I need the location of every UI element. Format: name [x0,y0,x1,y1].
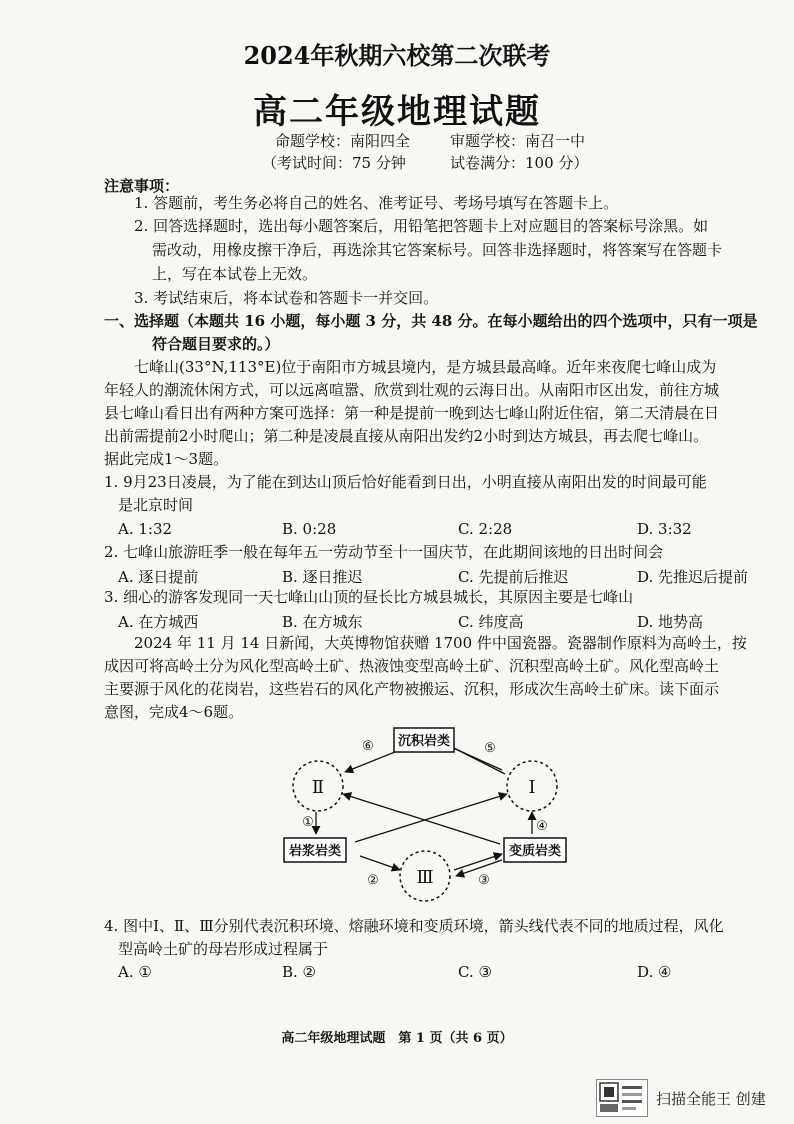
q4-option-a[interactable]: A. ① [118,963,152,981]
process-6-label: ⑥ [362,739,374,754]
process-5-label: ⑤ [484,741,496,756]
notice-item-2-line-2: 需改动，用橡皮擦干净后，再选涂其它答案标号。回答非选择题时，将答案写在答题卡 [152,241,723,259]
scanner-watermark [596,1078,766,1118]
scanner-watermark-text: 扫描全能王 创建 [656,1089,766,1108]
question-2-stem: 2. 七峰山旅游旺季一般在每年五一劳动节至十一国庆节，在此期间该地的日出时间会 [104,543,664,561]
magmatic-label: 岩浆岩类 [288,844,342,859]
q4-option-b[interactable]: B. ② [282,963,317,981]
section-1-heading-cont: 符合题目要求的。） [152,335,280,353]
q2-option-d[interactable]: D. 先推迟后提前 [637,568,749,586]
notice-heading: 注意事项： [104,177,180,195]
passage-1-line: 七峰山(33°N,113°E)位于南阳市方城县境内，是方城县最高峰。近年来夜爬七峰山成为 [134,358,717,376]
rock-cycle-diagram [270,722,580,902]
full-score: 试卷满分：100 分） [450,154,589,172]
q2-option-a[interactable]: A. 逐日提前 [118,568,199,586]
passage-1-line: 出前需提前2小时爬山；第二种是凌晨直接从南阳出发约2小时到达方城县，再去爬七峰山。 [104,427,709,445]
environment-ii-label: Ⅱ [311,777,325,798]
notice-item-1: 1. 答题前，考生务必将自己的姓名、准考证号、考场号填写在答题卡上。 [134,194,619,212]
q3-option-b[interactable]: B. 在方城东 [282,613,363,631]
sedimentary-label: 沉积岩类 [397,734,451,749]
question-1-stem: 1. 9月23日凌晨，为了能在到达山顶后恰好能看到日出，小明直接从南阳出发的时间最可能 [104,473,707,491]
exam-title: 2024年秋期六校第二次联考 [243,41,551,70]
environment-i-label: Ⅰ [528,777,536,798]
q1-option-d[interactable]: D. 3:32 [637,520,692,538]
question-1-stem-cont: 是北京时间 [118,496,194,514]
process-2-label: ② [367,873,379,888]
environment-iii-label: Ⅲ [416,867,434,888]
q1-option-a[interactable]: A. 1:32 [118,520,173,538]
q3-option-c[interactable]: C. 纬度高 [458,613,524,631]
passage-2-line: 成因可将高岭土分为风化型高岭土矿、热液蚀变型高岭土矿、沉积型高岭土矿。风化型高岭土 [104,657,720,675]
q4-option-d[interactable]: D. ④ [637,963,672,981]
q1-option-b[interactable]: B. 0:28 [282,520,337,538]
question-3-stem: 3. 细心的游客发现同一天七峰山山顶的昼长比方城县城长，其原因主要是七峰山 [104,588,634,606]
passage-1-line: 据此完成1～3题。 [104,450,229,468]
q2-option-b[interactable]: B. 逐日推迟 [282,568,363,586]
notice-item-3: 3. 考试结束后，将本试卷和答题卡一并交回。 [134,289,439,307]
q3-option-a[interactable]: A. 在方城西 [118,613,199,631]
reviewer-school: 审题学校：南召一中 [450,132,586,150]
metamorphic-label: 变质岩类 [508,844,562,859]
exam-time: （考试时间：75 分钟 [262,154,406,172]
page-footer: 高二年级地理试题 第 1 页（共 6 页） [281,1031,513,1046]
process-3-label: ③ [478,873,490,888]
passage-2-line: 主要源于风化的花岗岩，这些岩石的风化产物被搬运、沉积，形成次生高岭土矿床。读下面示 [104,680,720,698]
scanner-logo-icon [596,1079,648,1117]
q1-option-c[interactable]: C. 2:28 [458,520,513,538]
passage-1-line: 年轻人的潮流休闲方式，可以远离喧嚣、欣赏到壮观的云海日出。从南阳市区出发，前往方城 [104,381,720,399]
section-1-heading: 一、选择题（本题共 16 小题，每小题 3 分，共 48 分。在每小题给出的四个选项中，只有一项是 [104,312,758,330]
question-4-stem-cont: 型高岭土矿的母岩形成过程属于 [118,940,329,958]
process-1-label: ① [302,815,314,830]
notice-item-2-line-1: 2. 回答选择题时，选出每小题答案后，用铅笔把答题卡上对应题目的答案标号涂黑。如 [134,217,709,235]
question-4-stem: 4. 图中Ⅰ、Ⅱ、Ⅲ分别代表沉积环境、熔融环境和变质环境，箭头线代表不同的地质过程，风化 [104,917,724,935]
q2-option-c[interactable]: C. 先提前后推迟 [458,568,569,586]
q3-option-d[interactable]: D. 地势高 [637,613,704,631]
q4-option-c[interactable]: C. ③ [458,963,492,981]
passage-2-line: 意图，完成4～6题。 [104,703,244,721]
notice-item-2-line-3: 上，写在本试卷上无效。 [152,265,318,283]
passage-1-line: 县七峰山看日出有两种方案可选择：第一种是提前一晚到达七峰山附近住宿，第二天清晨在日 [104,404,720,422]
passage-2-line: 2024 年 11 月 14 日新闻，大英博物馆获赠 1700 件中国瓷器。瓷器制作原料为高岭土，按 [134,634,747,652]
subject-title: 高二年级地理试题 [253,92,541,132]
setter-school: 命题学校：南阳四全 [275,132,411,150]
process-4-label: ④ [536,819,548,834]
